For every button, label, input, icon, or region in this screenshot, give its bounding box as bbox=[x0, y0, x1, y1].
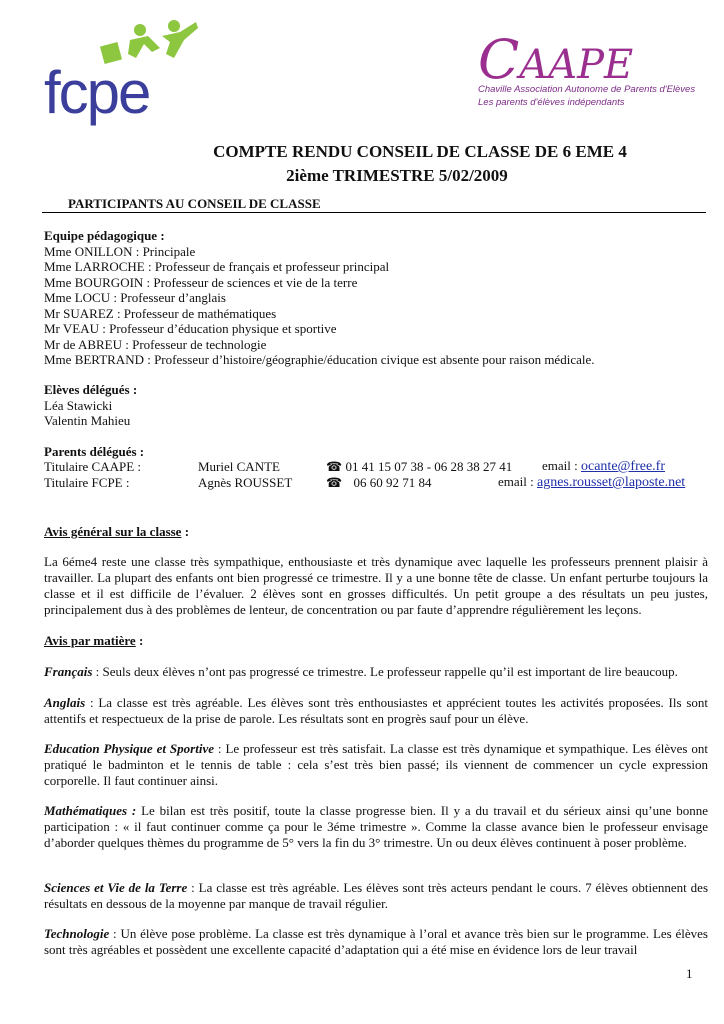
equipe-member: Mr de ABREU : Professeur de technologie bbox=[44, 336, 267, 352]
subject-name: Anglais bbox=[44, 695, 86, 710]
eleve-name: Valentin Mahieu bbox=[44, 413, 131, 428]
fcpe-logo bbox=[40, 18, 200, 130]
subject-paragraph: Français : Seuls deux élèves n’ont pas progressé ce trimestre. Le professeur rappelle qu’il est important de lire beaucoup. bbox=[44, 664, 678, 679]
equipe-member: Mme ONILLON : Principale bbox=[44, 243, 196, 259]
parent-name: Muriel CANTE bbox=[198, 459, 280, 474]
email-link[interactable]: ocante@free.fr bbox=[581, 459, 665, 474]
avis-general-heading: Avis général sur la classe bbox=[44, 524, 182, 539]
parent-name: Agnès ROUSSET bbox=[198, 475, 293, 490]
parent-role: Titulaire FCPE : bbox=[44, 475, 130, 490]
document-title: COMPTE RENDU CONSEIL DE CLASSE DE 6 EME 4 bbox=[213, 142, 627, 161]
equipe-heading: Equipe pédagogique : bbox=[44, 228, 165, 243]
eleves-heading: Elèves délégués : bbox=[44, 382, 138, 397]
fcpe-wordmark: fcpe bbox=[44, 59, 150, 126]
subject-name: Technologie bbox=[44, 926, 110, 941]
equipe-member: Mme BERTRAND : Professeur d’histoire/géographie/éducation civique est absente pour raison médicale. bbox=[44, 352, 595, 367]
equipe-member: Mr SUAREZ : Professeur de mathématiques bbox=[44, 305, 277, 321]
email-link[interactable]: agnes.rousset@laposte.net bbox=[537, 475, 686, 490]
equipe-member: Mme LOCU : Professeur d’anglais bbox=[44, 290, 226, 305]
parent-email: email : agnes.rousset@laposte.net bbox=[498, 474, 686, 490]
caape-tagline-2: Les parents d'élèves indépendants bbox=[478, 97, 625, 108]
parent-phone: ☎ 01 41 15 07 38 - 06 28 38 27 41 bbox=[326, 459, 513, 474]
avis-matiere-heading: Avis par matière bbox=[44, 633, 136, 648]
avis-general-text: La 6éme4 reste une classe très sympathique, enthousiaste et très dynamique avec laquelle les professeurs prennent plaisir à travailler. La plupart des enfants ont bien progressé ce trimestre. Il y a une bonne tête de classe. Un enfant perturbe toujours la classe et il est difficile de l’évaluer. 2 élèves sont en grosses difficultés. Un petit groupe a des résultats un peu justes, principalement dus à des problèmes de lenteur, de concentration ou par faute d’apprendre régulièrement les leçons. bbox=[44, 554, 708, 617]
subject-paragraph: Mathématiques : Le bilan est très positif, toute la classe progresse bien. Il y a du travail et du sérieux ainsi qu’une bonne participation : « il faut continuer comme ça pour le 3éme trimestre ». Comme la classe avance bien le professeur envisage d’aborder quelques thèmes du programme de 5° vers la fin du 3° trimestre. Un ou deux élèves continuent à poser problème. bbox=[44, 803, 708, 850]
subject-paragraph: Sciences et Vie de la Terre : La classe est très agréable. Les élèves sont très acteurs pendant le cours. 7 élèves obtiennent des résultats en dessous de la moyenne par manque de travail régulier. bbox=[44, 880, 708, 911]
telephone-icon: ☎ bbox=[326, 475, 343, 490]
equipe-member: Mme LARROCHE : Professeur de français et professeur principal bbox=[44, 259, 390, 274]
subject-paragraph: Technologie : Un élève pose problème. La classe est très dynamique à l’oral et avance très bien sur le programme. Les élèves sont très agréables et possèdent une excellente capacité d’adaptation qui a été mise en évidence lors de leur travail bbox=[44, 926, 708, 957]
eleve-name: Léa Stawicki bbox=[44, 397, 113, 413]
telephone-icon: ☎ bbox=[326, 459, 343, 474]
subject-paragraph: Education Physique et Sportive : Le professeur est très satisfait. La classe est très dynamique et sympathique. Les élèves ont pratiqué le badminton et le tennis de table : cela s’est très bien passé; ils viennent de commencer un cycle expression corporelle. Il faut continuer ainsi. bbox=[44, 741, 708, 788]
equipe-section bbox=[44, 228, 595, 368]
caape-logo bbox=[478, 28, 708, 118]
heading-divider bbox=[42, 212, 706, 213]
parents-heading-wrap bbox=[44, 444, 144, 460]
subject-paragraph: Anglais : La classe est très agréable. Les élèves sont très enthousiastes et apprécient toutes les activités proposées. Ils sont attentifs et respectueux de la prise de parole. Les résultats sont en progrès sauf pour un élève. bbox=[44, 695, 708, 726]
subject-name: Sciences et Vie de la Terre bbox=[44, 880, 188, 895]
equipe-member: Mr VEAU : Professeur d’éducation physique et sportive bbox=[44, 321, 337, 336]
parent-role: Titulaire CAAPE : bbox=[44, 459, 142, 474]
document-subtitle: 2ième TRIMESTRE 5/02/2009 bbox=[286, 166, 508, 185]
avis-general-heading-wrap: Avis général sur la classe : bbox=[44, 524, 190, 539]
page-number: 1 bbox=[686, 966, 693, 981]
parent-email: email : ocante@free.fr bbox=[542, 458, 665, 474]
parent-phone: ☎ 06 60 92 71 84 bbox=[326, 475, 432, 490]
subject-name: Education Physique et Sportive bbox=[44, 741, 214, 756]
equipe-member: Mme BOURGOIN : Professeur de sciences et vie de la terre bbox=[44, 274, 358, 290]
subject-name: Français bbox=[44, 664, 93, 679]
subject-name: Mathématiques : bbox=[44, 803, 137, 818]
caape-wordmark: CAAPE bbox=[478, 28, 634, 91]
caape-tagline-1: Chaville Association Autonome de Parents d'Elèves bbox=[478, 84, 696, 95]
participants-heading: PARTICIPANTS AU CONSEIL DE CLASSE bbox=[68, 196, 321, 211]
eleves-section bbox=[44, 382, 137, 429]
parents-heading: Parents délégués : bbox=[44, 444, 145, 459]
avis-matiere-heading-wrap: Avis par matière : bbox=[44, 633, 144, 648]
